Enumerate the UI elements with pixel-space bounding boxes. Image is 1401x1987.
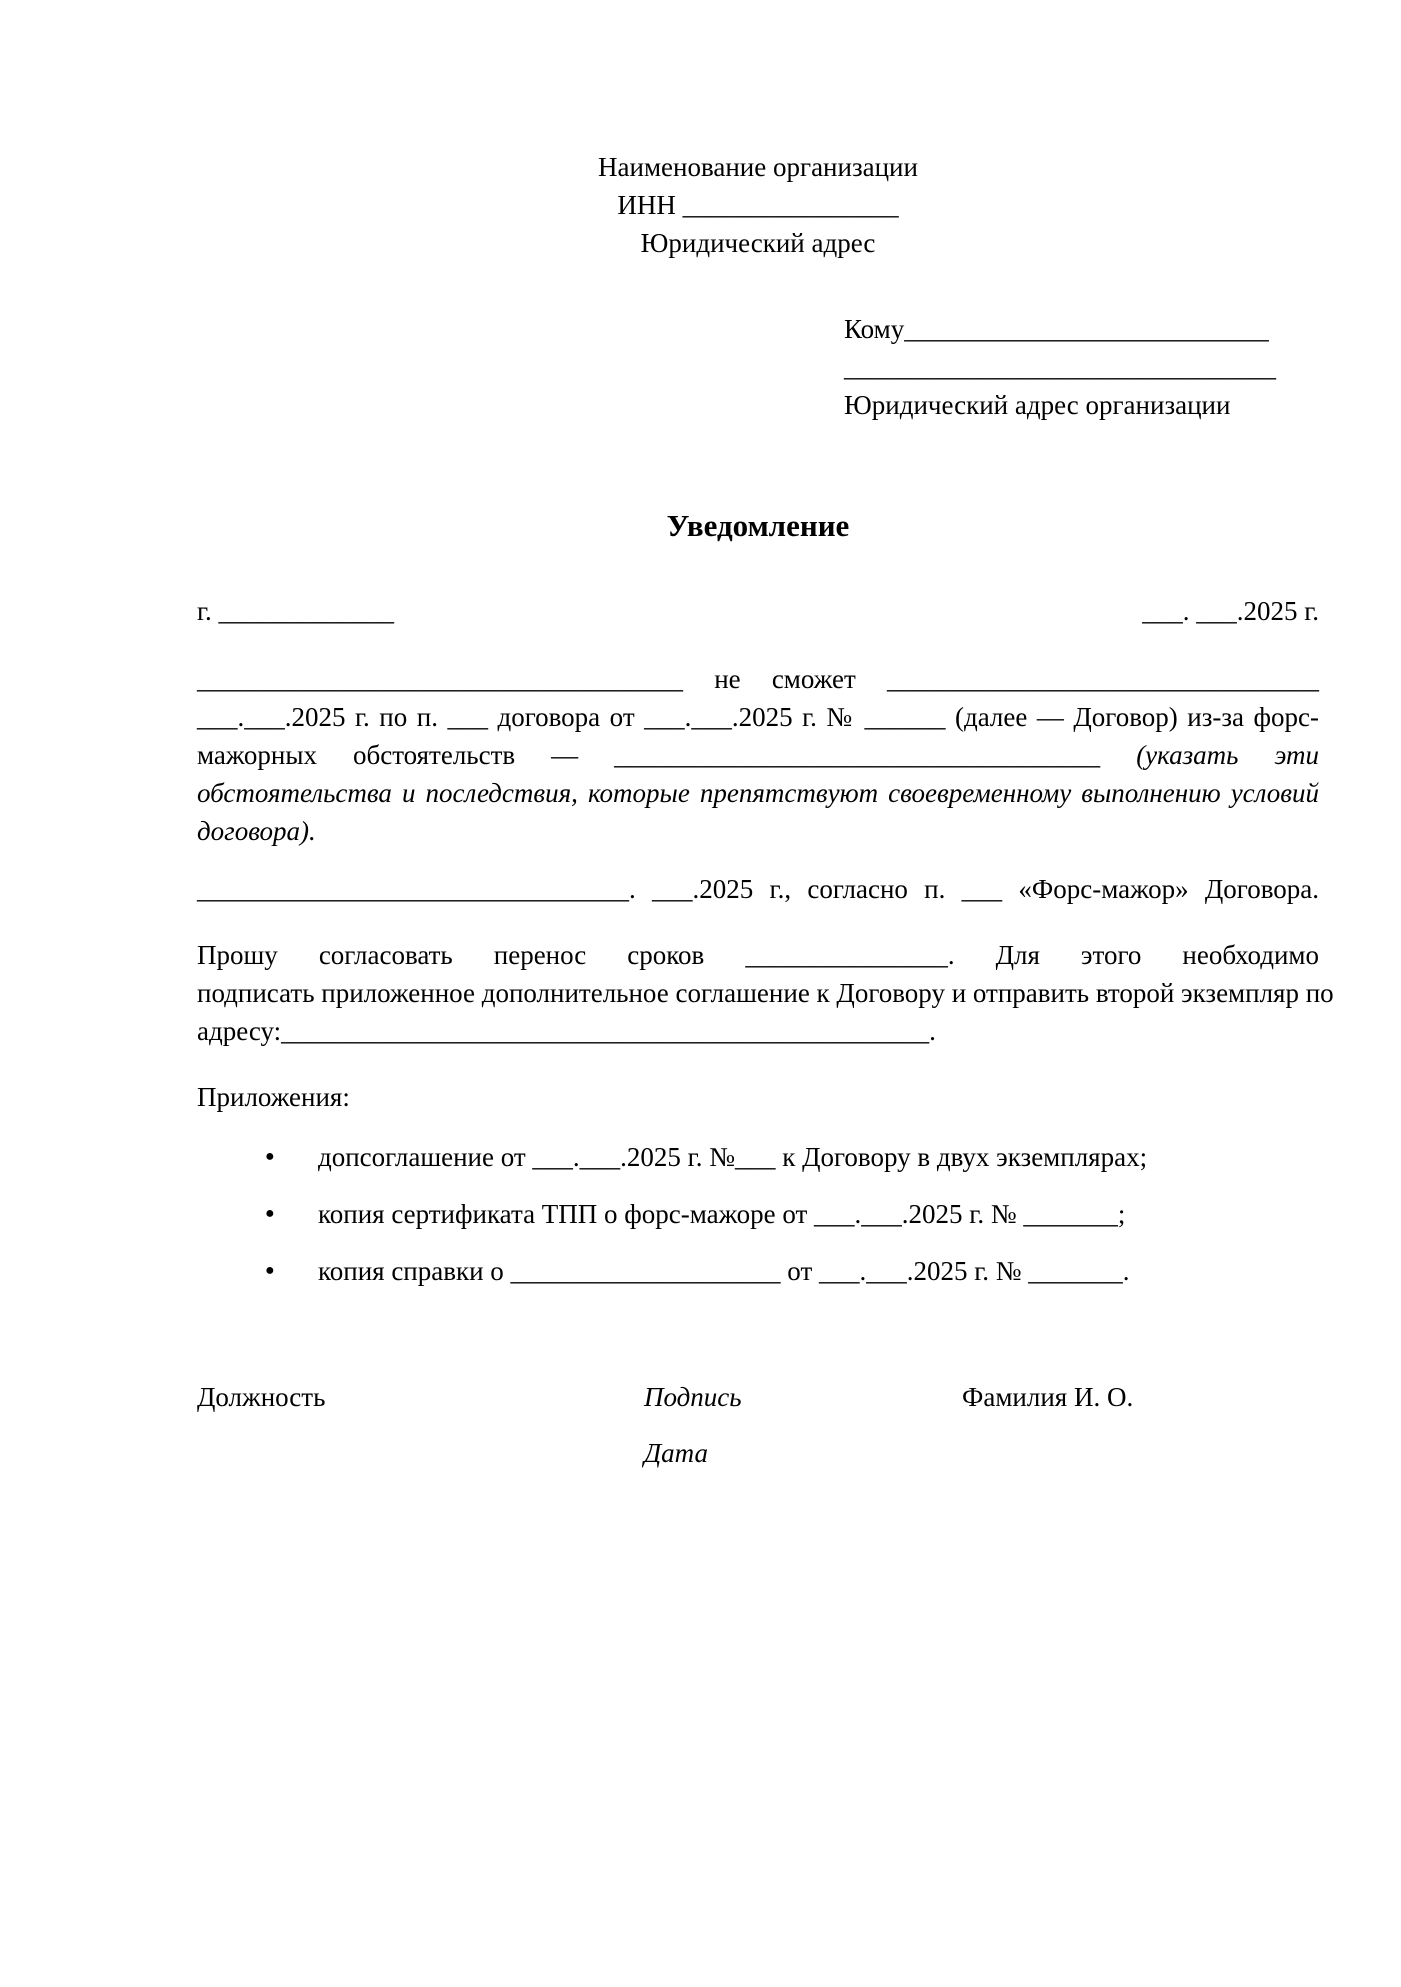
recipient-legal-address: Юридический адрес организации: [844, 390, 1231, 420]
list-item: [197, 1252, 1319, 1290]
p1-line4-italic-hint: обстоятельства и последствия, которые препятствуют своевременному выполнению условий: [197, 778, 1319, 808]
signature-row: [197, 1378, 1319, 1416]
city-blank: г. _____________: [197, 596, 395, 626]
recipient-to-blank: ___________________________: [904, 314, 1269, 344]
p1-line3: [197, 736, 1319, 774]
spacer: [197, 1434, 644, 1472]
recipient-to-label: Кому: [844, 314, 905, 344]
signature-date-label: Дата: [644, 1438, 709, 1468]
p1-line3-text: мажорных обстоятельств — ____________________________________: [197, 740, 1101, 770]
p1-line1: ____________________________________ не сможет ________________________________: [197, 664, 1319, 694]
sender-organization-name: Наименование организации: [598, 152, 918, 182]
document-title: Уведомление: [666, 508, 850, 543]
p1-line5-italic-hint: договора).: [197, 816, 316, 846]
bullet-icon: ●: [265, 1262, 275, 1279]
spacer: [962, 1434, 1319, 1472]
sender-block: [197, 148, 1319, 262]
attachments-heading: Приложения:: [197, 1082, 350, 1112]
list-item: [197, 1195, 1319, 1233]
p3-line3-address-blank: адресу:________________________________________________.: [197, 1016, 936, 1046]
bullet-icon: ●: [265, 1148, 275, 1165]
paragraph-force-majeure-notice: [197, 660, 1319, 850]
sender-inn-blank: ИНН ________________: [617, 190, 899, 220]
attachment-reference-copy: копия справки о ____________________ от ___.___.2025 г. № _______.: [318, 1256, 1130, 1286]
sender-legal-address: Юридический адрес: [640, 228, 876, 258]
p2-line1: ________________________________. ___.2025 г., согласно п. ___ «Форс-мажор» Договора.: [197, 874, 1319, 904]
date-blank: ___. ___.2025 г.: [1142, 596, 1319, 626]
p3-line2: подписать приложенное дополнительное соглашение к Договору и отправить второй экземпляр по: [197, 978, 1334, 1008]
paragraph-contract-clause: [197, 870, 1319, 908]
attachment-tpp-certificate-copy: копия сертификата ТПП о форс-мажоре от ___.___.2025 г. № _______;: [318, 1199, 1126, 1229]
recipient-to-line: [844, 310, 1319, 348]
list-item: [197, 1138, 1319, 1176]
p1-line3-italic-hint: (указать эти: [1136, 740, 1319, 770]
signature-name-label: Фамилия И. О.: [962, 1382, 1134, 1412]
city-date-row: [197, 592, 1319, 630]
bullet-icon: ●: [265, 1205, 275, 1222]
paragraph-reschedule-request: [197, 936, 1334, 1050]
p3-line1: Прошу согласовать перенос сроков _______________. Для этого необходимо: [197, 940, 1319, 970]
attachment-supplementary-agreement: допсоглашение от ___.___.2025 г. №___ к Договору в двух экземплярах;: [318, 1142, 1148, 1172]
p1-line2: ___.___.2025 г. по п. ___ договора от ___.___.2025 г. № ______ (далее — Договор) из-за форс-: [197, 702, 1319, 732]
recipient-block: [844, 310, 1319, 424]
signature-position-label: Должность: [197, 1382, 326, 1412]
signature-sign-label: Подпись: [644, 1382, 742, 1412]
signature-date-row: [197, 1434, 1319, 1472]
recipient-blank-line: ________________________________: [844, 352, 1276, 382]
attachments-list: [197, 1138, 1319, 1290]
